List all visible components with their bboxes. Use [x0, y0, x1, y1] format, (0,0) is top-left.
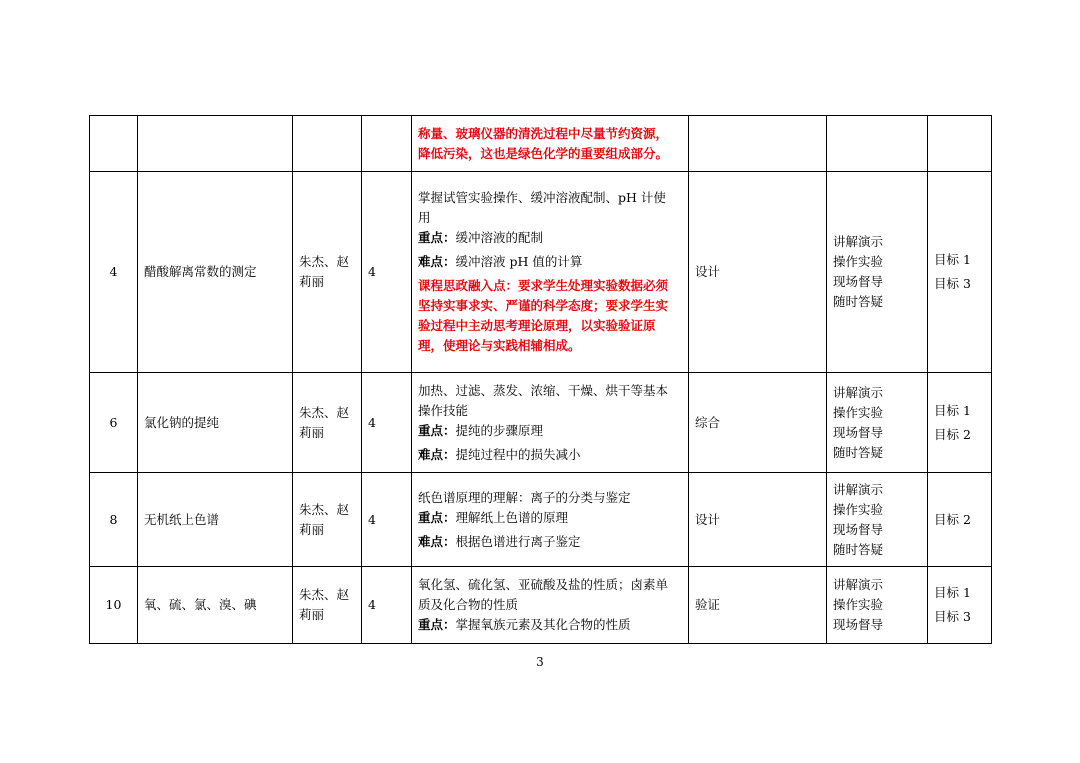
- experiment-name: 氯化钠的提纯: [138, 373, 293, 473]
- experiment-type: [689, 116, 827, 172]
- hours: [362, 116, 412, 172]
- experiment-content: [412, 116, 689, 172]
- content-intro: 操作技能: [418, 402, 469, 418]
- hours: 4: [362, 473, 412, 567]
- course-schedule-table: [89, 115, 992, 644]
- key-point-text: 掌握氧族元素及其化合物的性质: [455, 617, 631, 632]
- key-point: [418, 508, 682, 528]
- course-goals: [928, 373, 992, 473]
- ideology-text: 降低污染，这也是绿色化学的重要组成部分。: [418, 145, 669, 161]
- teaching-methods: [827, 567, 928, 644]
- experiment-content: [412, 473, 689, 567]
- hours: 4: [362, 373, 412, 473]
- content-intro: 掌握试管实验操作、缓冲溶液配制、pH 计使: [418, 190, 666, 205]
- experiment-type: 设计: [689, 172, 827, 373]
- table-row: [90, 172, 992, 373]
- difficulty: [418, 252, 682, 272]
- experiment-name: [138, 116, 293, 172]
- teachers: 朱杰、赵莉丽: [293, 373, 362, 473]
- experiment-content: [412, 567, 689, 644]
- teaching-methods: [827, 373, 928, 473]
- method-item: 现场督导: [833, 274, 884, 289]
- method-item: 讲解演示: [833, 577, 884, 592]
- hours: 4: [362, 172, 412, 373]
- experiment-content: [412, 373, 689, 473]
- method-item: 讲解演示: [833, 481, 884, 497]
- experiment-name: 氧、硫、氯、溴、碘: [138, 567, 293, 644]
- experiment-number: 6: [90, 373, 138, 473]
- content-intro: 用: [418, 210, 431, 225]
- experiment-content: [412, 172, 689, 373]
- experiment-type: 验证: [689, 567, 827, 644]
- method-item: 现场督导: [833, 521, 884, 537]
- difficulty-label: 难点：: [418, 254, 456, 269]
- method-item: 操作实验: [833, 254, 884, 269]
- course-goals: [928, 567, 992, 644]
- course-goals: [928, 116, 992, 172]
- teachers: 朱杰、赵莉丽: [293, 473, 362, 567]
- table-row: [90, 567, 992, 644]
- key-point-text: 提纯的步骤原理: [455, 422, 544, 438]
- difficulty-text: 根据色谱进行离子鉴定: [455, 533, 581, 549]
- goal-item: 目标 1: [934, 402, 971, 418]
- method-item: 随时答疑: [833, 541, 884, 557]
- goal-item: 目标 1: [934, 252, 971, 267]
- difficulty-label: 难点：: [418, 446, 456, 462]
- key-point-label: 重点：: [418, 509, 456, 525]
- method-item: 操作实验: [833, 501, 884, 517]
- content-intro: 氧化氢、硫化氢、亚硫酸及盐的性质；卤素单: [418, 577, 669, 592]
- experiment-number: 4: [90, 172, 138, 373]
- key-point: [418, 421, 682, 441]
- goal-item: 目标 1: [934, 585, 971, 600]
- key-point: [418, 228, 682, 248]
- content-intro: 纸色谱原理的理解：离子的分类与鉴定: [418, 489, 631, 505]
- teaching-methods: [827, 172, 928, 373]
- difficulty-text: 提纯过程中的损失减小: [455, 446, 581, 462]
- method-item: 随时答疑: [833, 294, 884, 309]
- key-point-text: 理解纸上色谱的原理: [455, 509, 569, 525]
- course-goals: [928, 172, 992, 373]
- content-intro: 加热、过滤、蒸发、浓缩、干燥、烘干等基本: [418, 382, 669, 398]
- method-item: 操作实验: [833, 404, 884, 420]
- ideology-text: 理，使理论与实践相辅相成。: [418, 338, 581, 353]
- goal-item: 目标 3: [934, 276, 971, 291]
- method-item: 随时答疑: [833, 444, 884, 460]
- goal-item: 目标 2: [934, 426, 971, 442]
- experiment-type: 综合: [689, 373, 827, 473]
- key-point: [418, 615, 682, 635]
- ideology-text: 课程思政融入点：要求学生处理实验数据必须: [418, 278, 669, 293]
- teachers: [293, 116, 362, 172]
- method-item: 操作实验: [833, 597, 884, 612]
- key-point-label: 重点：: [418, 230, 456, 245]
- difficulty-label: 难点：: [418, 533, 456, 549]
- content-intro: 质及化合物的性质: [418, 597, 519, 612]
- teaching-methods: [827, 473, 928, 567]
- experiment-number: 8: [90, 473, 138, 567]
- hours: 4: [362, 567, 412, 644]
- key-point-text: 缓冲溶液的配制: [455, 230, 544, 245]
- method-item: 讲解演示: [833, 384, 884, 400]
- difficulty: [418, 532, 682, 552]
- experiment-type: 设计: [689, 473, 827, 567]
- goal-item: 目标 3: [934, 609, 971, 624]
- method-item: 讲解演示: [833, 234, 884, 249]
- ideology-text: 称量、玻璃仪器的清洗过程中尽量节约资源，: [418, 125, 669, 141]
- difficulty: [418, 445, 682, 465]
- course-goals: [928, 473, 992, 567]
- key-point-label: 重点：: [418, 617, 456, 632]
- goal-item: 目标 2: [934, 511, 971, 527]
- table-row: [90, 373, 992, 473]
- table-row: [90, 473, 992, 567]
- key-point-label: 重点：: [418, 422, 456, 438]
- teachers: 朱杰、赵莉丽: [293, 172, 362, 373]
- table-row: [90, 116, 992, 172]
- experiment-number: [90, 116, 138, 172]
- ideology-text: 坚持实事求实、严谨的科学态度；要求学生实: [418, 298, 669, 313]
- difficulty-text: 缓冲溶液 pH 值的计算: [455, 254, 583, 269]
- page-number: 3: [536, 655, 544, 669]
- teachers: 朱杰、赵莉丽: [293, 567, 362, 644]
- experiment-name: 无机纸上色谱: [138, 473, 293, 567]
- teaching-methods: [827, 116, 928, 172]
- experiment-name: 醋酸解离常数的测定: [138, 172, 293, 373]
- experiment-number: 10: [90, 567, 138, 644]
- method-item: 现场督导: [833, 617, 884, 632]
- method-item: 现场督导: [833, 424, 884, 440]
- ideology-text: 验过程中主动思考理论原理，以实验验证原: [418, 318, 656, 333]
